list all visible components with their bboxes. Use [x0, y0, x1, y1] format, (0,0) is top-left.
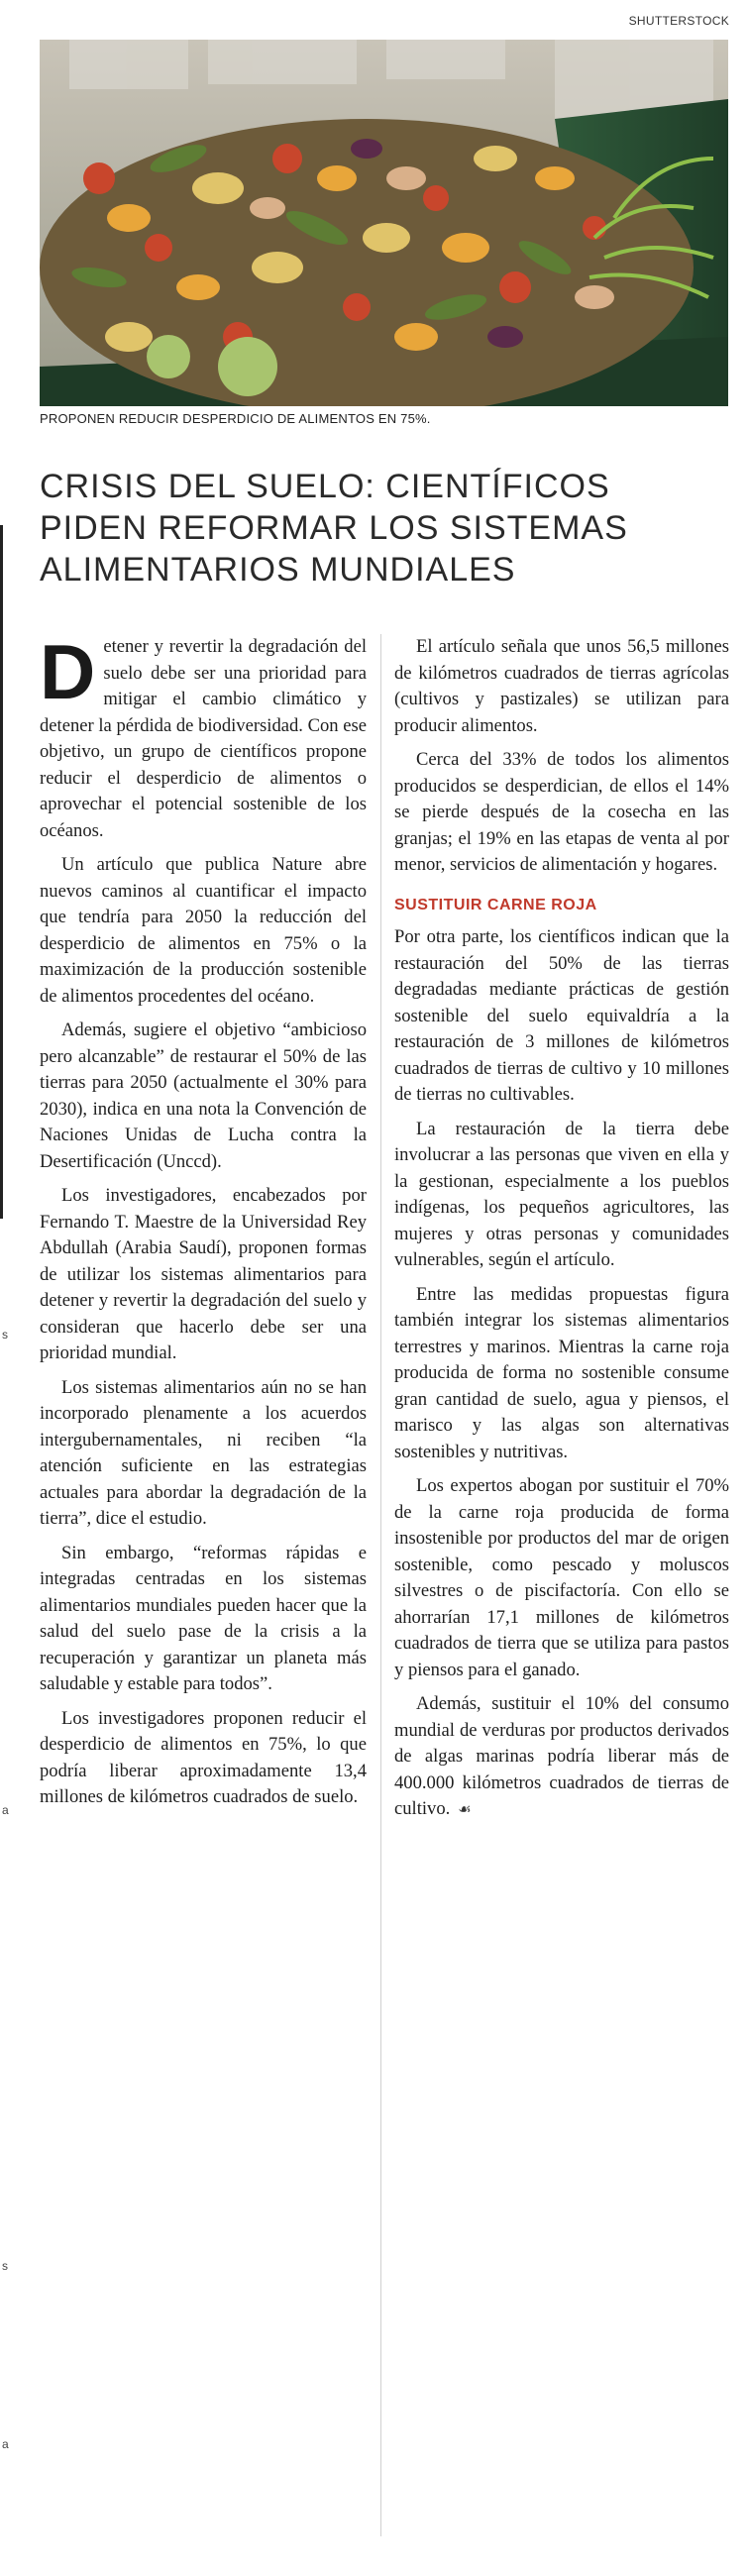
paragraph: Los investigadores, encabezados por Fernando T. Maestre de la Universidad Rey Abdullah (Arabia Saudí), proponen formas de utilizar los sistemas alimentarios para detener y revertir la degradación del suelo y consideran que hacerlo debe ser una prioridad mundial. — [40, 1185, 367, 1363]
photo-caption: PROPONEN REDUCIR DESPERDICIO DE ALIMENTOS EN 75%. — [40, 411, 431, 426]
paragraph-text: etener y revertir la degradación del suelo debe ser una prioridad para mitigar el cambio climático y detener la pérdida de biodiversidad. Con ese objetivo, un grupo de científicos propone reducir el desperdicio de alimentos o aprovechar el potencial sostenible de los océanos. — [40, 636, 367, 841]
paragraph: Además, sugiere el objetivo “ambicioso pero alcanzable” de restaurar el 50% de las tierras para 2050 (actualmente el 30% para 2030), indica en una nota la Convención de Naciones Unidas de Lucha contra la Desertificación (Unccd). — [40, 1020, 367, 1172]
paragraph: Sin embargo, “reformas rápidas e integradas centradas en los sistemas alimentarios mundiales pueden hacer que la salud del suelo pase de la crisis a la recuperación y garantizar un planeta más saludable y estable para todos”. — [40, 1542, 367, 1694]
gutter-mark: a — [2, 1803, 9, 1817]
article-column-1 — [40, 628, 367, 2566]
paragraph: La restauración de la tierra debe involucrar a las personas que viven en ella y la gestionan, especialmente a los pueblos indígenas, los pequeños agricultores, las mujeres y otras personas y comunidades vulnerables, según el artículo. — [394, 1118, 729, 1270]
section-subhead: SUSTITUIR CARNE ROJA — [394, 896, 597, 913]
column-divider — [380, 634, 381, 2536]
gutter-rule — [0, 525, 3, 1219]
paragraph: Entre las medidas propuestas figura también integrar los sistemas alimentarios terrestres y marinos. Mientras la carne roja producida de forma no sostenible consume gran cantidad de suelo, agua y piensos, el marisco y las algas son alternativas sostenibles y nutritivas. — [394, 1283, 729, 1462]
vegetables-photo — [40, 40, 728, 406]
paragraph: Cerca del 33% de todos los alimentos producidos se desperdician, de ellos el 14% se pierde después de la cosecha en las granjas; el 19% en las etapas de venta al por menor, servicios de alimentación y hogares. — [394, 749, 729, 875]
photo-credit: SHUTTERSTOCK — [628, 14, 729, 28]
paragraph: Los sistemas alimentarios aún no se han incorporado plenamente a los acuerdos intergubernamentales, ni reciben “la atención suficiente en las estrategias actuales para abordar la degradación de la tierra”, dice el estudio. — [40, 1376, 367, 1529]
paragraph-text: Además, sustituir el 10% del consumo mundial de verduras por productos derivados de algas marinas podría liberar más de 400.000 kilómetros cuadrados de tierras de cultivo. — [394, 1693, 729, 1819]
gutter-mark: s — [2, 2259, 8, 2273]
paragraph — [40, 628, 367, 844]
paragraph: El artículo señala que unos 56,5 millones de kilómetros cuadrados de tierras agrícolas (cultivos y pastizales) se utilizan para producir alimentos. — [394, 636, 729, 736]
paragraph: Los expertos abogan por sustituir el 70% de la carne roja producida de forma insostenible por productos del mar de origen sostenible, como pescado y moluscos silvestres o de piscifactoría. Con ello se ahorrarían 17,1 millones de kilómetros cuadrados de tierra que se utiliza para pastos y piensos para el ganado. — [394, 1475, 729, 1680]
paragraph: Por otra parte, los científicos indican que la restauración del 50% de las tierras degradadas mediante prácticas de gestión sostenible del suelo equivaldría a la restauración de 3 millones de kilómetros cuadrados de tierras de cultivo y 10 millones de tierras no cultivables. — [394, 926, 729, 1105]
paragraph — [394, 1691, 729, 1824]
paragraph: Un artículo que publica Nature abre nuevos caminos al cuantificar el impacto que tendría para 2050 la reducción del desperdicio de alimentos en 75% o la maximización de la producción sostenible de alimentos procedentes del océano. — [40, 854, 367, 1007]
gutter-mark: s — [2, 1328, 8, 1342]
headline: CRISIS DEL SUELO: CIENTÍFICOS PIDEN REFORMAR LOS SISTEMAS ALIMENTARIOS MUNDIALES — [40, 468, 628, 589]
paragraph: Los investigadores proponen reducir el desperdicio de alimentos en 75%, lo que podría liberar aproximadamente 13,4 millones de kilómetros cuadrados de suelo. — [40, 1707, 367, 1807]
end-mark-icon: ☙ — [458, 1801, 472, 1818]
article-column-2 — [394, 634, 729, 2566]
gutter-mark: a — [2, 2437, 9, 2451]
drop-cap: D — [40, 628, 96, 715]
